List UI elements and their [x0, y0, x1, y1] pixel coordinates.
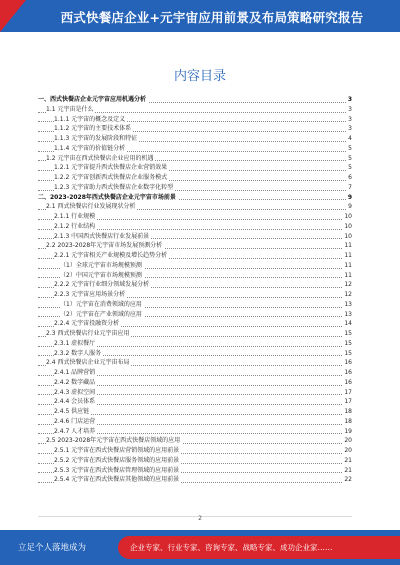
toc-entry[interactable] — [38, 329, 352, 339]
toc-entry-label: （2）元宇宙在产业领域的应用 — [60, 310, 142, 318]
toc-entry-label: 2.4.7 人才培养 — [54, 427, 96, 435]
table-of-contents — [38, 95, 352, 485]
toc-entry-label: 2.5.2 元宇宙在西式快餐店服务领域的应用前景 — [54, 456, 180, 464]
toc-entry[interactable] — [38, 427, 352, 437]
toc-entry-label: 2.1.3 中国西式快餐店行业发展前景 — [54, 232, 150, 240]
toc-entry[interactable] — [38, 241, 352, 251]
toc-entry-label: （1）元宇宙在消费领域的应用 — [60, 300, 142, 308]
toc-entry-page: 17 — [344, 398, 352, 406]
toc-entry-page: 10 — [344, 232, 352, 240]
toc-entry-label: 2.5 2023-2028年元宇宙在西式快餐店领域的应用 — [46, 437, 181, 445]
toc-entry[interactable] — [38, 417, 352, 427]
toc-entry-page: 10 — [344, 222, 352, 230]
toc-entry-label: 2.5.1 元宇宙在西式快餐店营销领域的应用前景 — [54, 447, 180, 454]
report-title: 西式快餐店企业+元宇宙应用前景及布局策略研究报告 — [60, 10, 364, 25]
toc-entry-label: 2.3.2 数字人服务 — [54, 349, 102, 357]
toc-entry[interactable] — [38, 183, 352, 193]
toc-entry-page: 14 — [344, 320, 352, 328]
toc-entry-label: 2.1.1 行业规模 — [54, 213, 96, 220]
toc-entry-page: 12 — [344, 281, 352, 289]
toc-entry[interactable] — [38, 105, 352, 115]
toc-entry[interactable] — [38, 446, 352, 456]
toc-entry-label: 2.2.3 元宇宙应用场景分析 — [54, 291, 126, 298]
toc-entry[interactable] — [38, 368, 352, 378]
toc-entry-page: 3 — [348, 105, 352, 113]
toc-entry[interactable] — [38, 193, 352, 203]
toc-entry-label: 2.2.2 元宇宙行业细分领域发展分析 — [54, 281, 150, 289]
toc-entry-page: 22 — [344, 476, 352, 484]
toc-entry-page: 5 — [348, 154, 352, 162]
toc-entry-label: 2.4.2 数字藏品 — [54, 378, 96, 386]
toc-entry[interactable] — [38, 251, 352, 261]
toc-entry-label: 1.1.4 元宇宙的价值链分析 — [54, 144, 126, 152]
toc-entry-page: 15 — [344, 349, 352, 357]
toc-entry-label: 2.4.3 虚拟空间 — [54, 388, 96, 396]
footer-slogan: 立足个人落地成为 — [18, 543, 87, 553]
toc-entry-label: 1.1.2 元宇宙的主要技术体系 — [54, 125, 132, 133]
toc-entry[interactable] — [38, 319, 352, 329]
toc-entry[interactable] — [38, 134, 352, 144]
toc-entry-page: 13 — [344, 300, 352, 308]
toc-entry-label: 二、2023-2028年西式快餐店企业元宇宙市场前景 — [38, 193, 176, 201]
toc-entry-label: （1）全球元宇宙市场规模预测 — [60, 261, 142, 269]
toc-entry-label: 2.5.3 元宇宙在西式快餐店管理领域的应用前景 — [54, 466, 180, 474]
toc-entry-label: 2.3.1 虚拟餐厅 — [54, 339, 96, 347]
toc-entry[interactable] — [38, 407, 352, 417]
page-number: 2 — [198, 515, 202, 522]
toc-entry-page: 18 — [344, 417, 352, 425]
toc-entry[interactable] — [38, 397, 352, 407]
header-accent-triangle — [0, 0, 26, 32]
toc-entry-label: 1.2.1 元宇宙提升西式快餐店企业营销效果 — [54, 164, 168, 172]
toc-entry[interactable] — [38, 212, 352, 222]
toc-entry-label: 2.4.6 门店运营 — [54, 417, 96, 425]
page-header — [0, 0, 400, 32]
toc-entry-page: 16 — [344, 359, 352, 367]
toc-entry[interactable] — [38, 232, 352, 242]
toc-entry-page: 11 — [344, 252, 352, 259]
toc-entry[interactable] — [38, 475, 352, 485]
toc-entry[interactable] — [38, 95, 352, 105]
toc-entry-label: 2.4.1 品牌营销 — [54, 369, 96, 376]
toc-entry-page: 16 — [344, 378, 352, 386]
toc-entry-page: 18 — [344, 408, 352, 415]
toc-entry-page: 3 — [348, 115, 352, 123]
toc-entry-label: （2）中国元宇宙市场规模预测 — [60, 271, 142, 279]
toc-entry-label: 2.2.1 元宇宙相关产业规模及增长趋势分析 — [54, 252, 168, 259]
toc-entry-page: 5 — [348, 144, 352, 152]
toc-entry[interactable] — [38, 339, 352, 349]
toc-entry[interactable] — [38, 358, 352, 368]
toc-entry-page: 7 — [348, 183, 352, 191]
page-footer — [0, 530, 400, 565]
toc-entry-label: 1.2.2 元宇宙创新西式快餐店企业服务模式 — [54, 174, 168, 181]
toc-entry[interactable] — [38, 300, 352, 310]
toc-entry-page: 16 — [344, 369, 352, 376]
toc-entry[interactable] — [38, 261, 352, 271]
toc-entry-label: 1.2 元宇宙在西式快餐店企业应用的机遇 — [46, 154, 154, 162]
toc-entry[interactable] — [38, 154, 352, 164]
toc-entry[interactable] — [38, 349, 352, 359]
toc-entry-page: 10 — [344, 213, 352, 220]
toc-entry-label: 2.2 2023-2028年元宇宙市场发展预测分析 — [46, 242, 163, 250]
toc-entry-page: 13 — [344, 310, 352, 318]
toc-entry[interactable] — [38, 280, 352, 290]
toc-entry-label: 1.2.3 元宇宙助力西式快餐店企业数字化转型 — [54, 183, 174, 191]
toc-entry-page: 15 — [344, 339, 352, 347]
toc-entry[interactable] — [38, 222, 352, 232]
toc-entry[interactable] — [38, 310, 352, 320]
footer-banner — [118, 536, 400, 559]
toc-entry-page: 9 — [347, 193, 352, 201]
toc-entry-page: 11 — [344, 242, 352, 250]
toc-entry-label: 2.1 西式快餐店行业发展现状分析 — [46, 203, 136, 211]
toc-entry-page: 20 — [344, 447, 352, 454]
toc-entry[interactable] — [38, 436, 352, 446]
toc-entry-page: 11 — [344, 271, 352, 279]
toc-entry-label: 2.4.4 会员体系 — [54, 398, 96, 406]
toc-entry-page: 17 — [344, 388, 352, 396]
toc-entry[interactable] — [38, 378, 352, 388]
toc-entry-page: 11 — [344, 261, 352, 269]
toc-entry[interactable] — [38, 173, 352, 183]
toc-entry[interactable] — [38, 388, 352, 398]
toc-entry-page: 21 — [344, 466, 352, 474]
toc-entry-label: 2.4 西式快餐店企业元宇宙布局 — [46, 359, 130, 367]
toc-entry[interactable] — [38, 163, 352, 173]
toc-entry-page: 3 — [348, 125, 352, 133]
toc-entry-page: 4 — [348, 135, 352, 142]
toc-entry-page: 19 — [344, 427, 352, 435]
toc-entry-page: 15 — [344, 330, 352, 337]
toc-entry-page: 9 — [348, 203, 352, 211]
toc-entry[interactable] — [38, 271, 352, 281]
toc-entry-label: 1.1.1 元宇宙的概念及定义 — [54, 115, 126, 123]
toc-entry-label: 1.1 元宇宙是什么 — [46, 105, 94, 113]
toc-entry-page: 5 — [348, 164, 352, 172]
toc-entry[interactable] — [38, 124, 352, 134]
toc-entry-page: 6 — [348, 174, 352, 181]
toc-entry-label: 2.2.4 元宇宙投融资分析 — [54, 320, 120, 328]
footer-banner-text: 企业专家、行业专家、咨询专家、战略专家、成功企业家…… — [130, 543, 333, 552]
toc-entry-label: 1.1.3 元宇宙的发展阶段和特征 — [54, 135, 138, 142]
toc-entry-label: 一、西式快餐店企业元宇宙应用机遇分析 — [38, 96, 147, 103]
toc-entry-label: 2.1.2 行业结构 — [54, 222, 96, 230]
toc-entry[interactable] — [38, 290, 352, 300]
toc-entry-page: 21 — [344, 456, 352, 464]
toc-entry-page: 3 — [347, 96, 352, 103]
toc-entry[interactable] — [38, 144, 352, 154]
toc-entry-page: 20 — [344, 437, 352, 445]
toc-entry[interactable] — [38, 115, 352, 125]
toc-entry-label: 2.5.4 元宇宙在西式快餐店其他领域的应用前景 — [54, 476, 180, 484]
toc-entry[interactable] — [38, 466, 352, 476]
toc-entry[interactable] — [38, 456, 352, 466]
toc-entry-page: 12 — [344, 291, 352, 298]
toc-entry-label: 2.3 西式快餐店行业元宇宙应用 — [46, 330, 130, 337]
toc-entry[interactable] — [38, 202, 352, 212]
toc-heading: 内容目录 — [173, 69, 226, 84]
toc-entry-label: 2.4.5 供应链 — [54, 408, 90, 415]
